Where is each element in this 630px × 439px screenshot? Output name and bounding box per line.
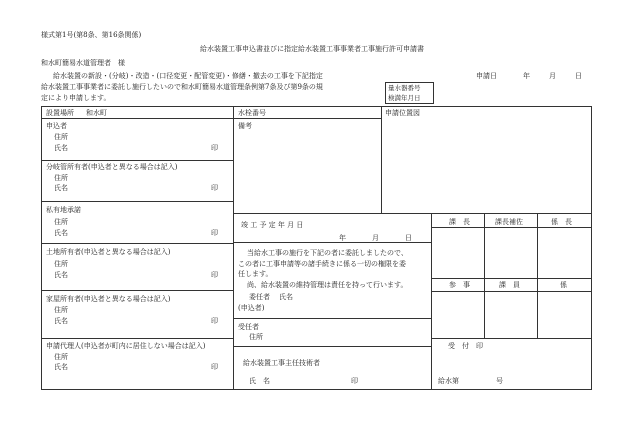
approval-header-staff: 課 員 — [499, 281, 520, 289]
install-location-label: 設置場所 — [46, 109, 74, 117]
approval-header-subsection-chief: 係 長 — [551, 218, 572, 226]
application-map-label: 申請位置図 — [385, 109, 420, 117]
delegatee-label: 受任者 — [238, 323, 259, 331]
house-owner-address-label: 住所 — [54, 306, 68, 314]
house-owner-seal: 印 — [211, 317, 218, 325]
delegator-name-label: 氏名 — [279, 293, 293, 301]
intro-line-1: 給水装置の新設・(分岐)・改造・(口径変更・配管変更)・修繕・撤去の工事を下記指定 — [53, 72, 323, 80]
house-owner-title: 家屋所有者(申込者と異なる場合は記入) — [46, 295, 171, 303]
house-owner-name-label: 氏名 — [54, 317, 68, 325]
form-title: 給水装置工事申込書並びに指定給水装置工事事業者工事施行許可申請書 — [200, 45, 424, 53]
applicant-name-label: 氏名 — [54, 144, 68, 152]
approval-header-clerk: 係 — [560, 281, 567, 289]
intro-line-2: 給水装置工事事業者に委託し施行したいので和水町簡易水道管理条例第7条及び第9条の規 — [41, 83, 323, 91]
land-owner-name-label: 氏名 — [54, 271, 68, 279]
approval-header-counselor: 参 事 — [449, 281, 470, 289]
completion-month: 月 — [372, 234, 379, 242]
delegation-line-3: 任します。 — [238, 270, 273, 278]
remarks-label: 備考 — [238, 122, 252, 130]
delegation-line-1: 当給水工事の施行を下記の者に委託しましたので、 — [247, 249, 408, 257]
engineer-label: 給水装置工事主任技術者 — [243, 359, 320, 367]
meter-inspection-date-label: 検満年月日 — [388, 94, 421, 102]
completion-day: 日 — [405, 234, 412, 242]
meter-number-label: 量水器番号 — [388, 84, 421, 92]
form-number: 様式第1号(第8条、第16条関係) — [41, 31, 142, 39]
agent-name-label: 氏名 — [54, 363, 68, 371]
agent-seal: 印 — [211, 363, 218, 371]
delegation-line-2: この者に工事申請等の諸手続きに係る一切の権限を委 — [238, 260, 406, 268]
intro-line-3: 定により申請します。 — [41, 94, 111, 102]
branch-owner-name-label: 氏名 — [54, 184, 68, 192]
addressee: 和水町簡易水道管理者 様 — [41, 59, 125, 67]
agent-address-label: 住所 — [54, 353, 68, 361]
private-road-title: 私有地承諾 — [46, 206, 81, 214]
application-date-day: 日 — [575, 72, 582, 80]
applicant-seal: 印 — [211, 144, 218, 152]
delegatee-address-label: 住所 — [249, 333, 263, 341]
application-date-label: 申請日 — [476, 72, 497, 80]
completion-date-label: 竣 工 予 定 年 月 日 — [241, 221, 304, 229]
water-supply-number-suffix: 号 — [496, 377, 503, 385]
completion-year: 年 — [339, 234, 346, 242]
delegator-label: 委任者 — [249, 293, 270, 301]
agent-title: 申請代理人(申込者が町内に居住しない場合は記入) — [46, 342, 206, 350]
engineer-seal: 印 — [351, 377, 358, 385]
branch-owner-seal: 印 — [211, 184, 218, 192]
branch-owner-title: 分岐管所有者(申込者と異なる場合は記入) — [46, 163, 178, 171]
applicant-title: 申込者 — [46, 122, 67, 130]
receipt-stamp-label: 受 付 印 — [448, 342, 483, 350]
approval-header-deputy-chief: 課長補佐 — [495, 218, 523, 226]
private-road-address-label: 住所 — [54, 218, 68, 226]
engineer-name-label: 氏 名 — [249, 377, 270, 385]
install-location-value: 和水町 — [86, 109, 107, 117]
faucet-number-label: 水栓番号 — [238, 109, 266, 117]
land-owner-seal: 印 — [211, 271, 218, 279]
branch-owner-address-label: 住所 — [54, 174, 68, 182]
applicant-paren: (申込者) — [238, 304, 265, 312]
land-owner-address-label: 住所 — [54, 260, 68, 268]
water-supply-number-label: 給水第 — [438, 377, 459, 385]
private-road-name-label: 氏名 — [54, 229, 68, 237]
delegation-line-4: 尚、給水装置の維持管理は責任を持って行います。 — [247, 281, 408, 289]
application-date-year: 年 — [523, 72, 530, 80]
private-road-seal: 印 — [211, 229, 218, 237]
applicant-address-label: 住所 — [54, 133, 68, 141]
approval-header-section-chief: 課 長 — [449, 218, 470, 226]
application-date-month: 月 — [549, 72, 556, 80]
land-owner-title: 土地所有者(申込者と異なる場合は記入) — [46, 248, 171, 256]
